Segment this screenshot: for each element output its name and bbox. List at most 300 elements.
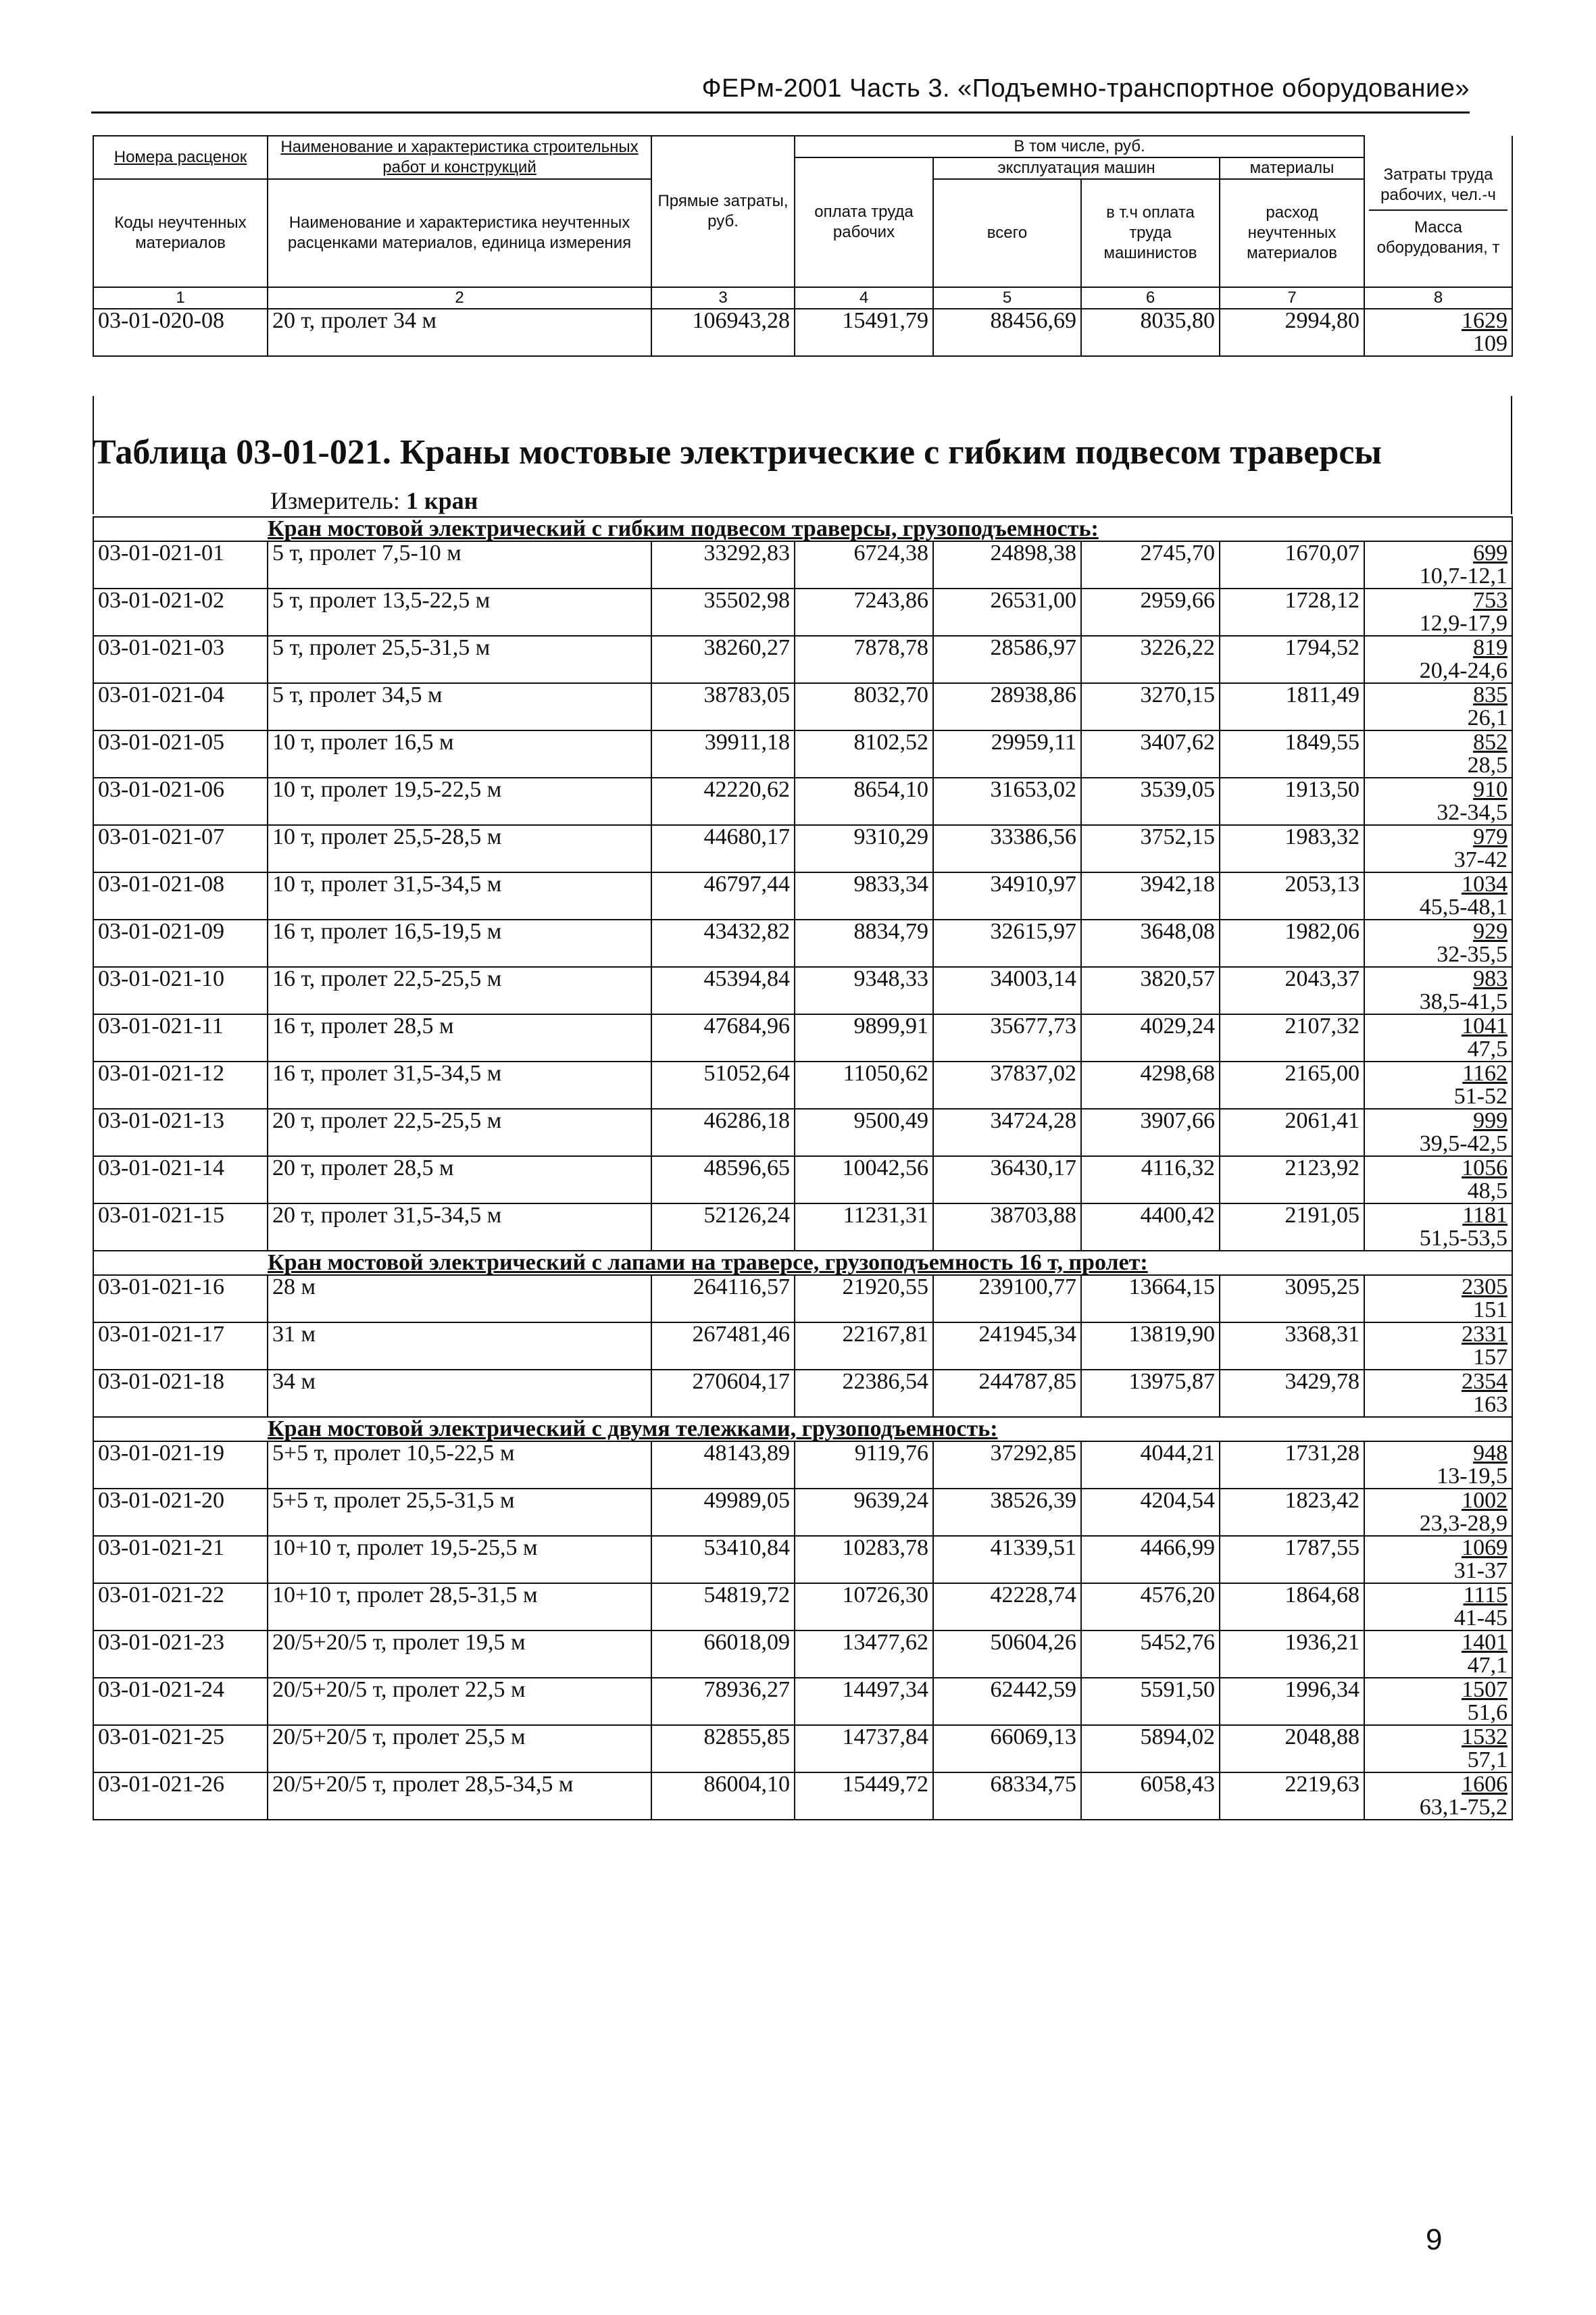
table-row bbox=[93, 541, 1512, 589]
operators-cost: 4298,68 bbox=[1081, 1062, 1220, 1109]
labor-hours: 1181 bbox=[1462, 1203, 1508, 1228]
direct-cost: 267481,46 bbox=[651, 1322, 795, 1370]
hours-mass bbox=[1364, 1275, 1512, 1322]
direct-cost: 35502,98 bbox=[651, 589, 795, 636]
direct-cost: 45394,84 bbox=[651, 967, 795, 1014]
work-name: 5 т, пролет 13,5-22,5 м bbox=[268, 589, 651, 636]
equipment-mass: 13-19,5 bbox=[1437, 1464, 1508, 1489]
hours-mass bbox=[1364, 1583, 1512, 1631]
direct-cost: 49989,05 bbox=[651, 1489, 795, 1536]
work-name: 20/5+20/5 т, пролет 22,5 м bbox=[268, 1678, 651, 1725]
meter-value: 1 кран bbox=[405, 487, 478, 514]
header-col5: всего bbox=[933, 179, 1081, 287]
table-row bbox=[93, 920, 1512, 967]
equipment-mass: 48,5 bbox=[1467, 1178, 1508, 1203]
machines-cost: 26531,00 bbox=[933, 589, 1081, 636]
work-name: 20/5+20/5 т, пролет 28,5-34,5 м bbox=[268, 1772, 651, 1820]
col-number: 7 bbox=[1220, 287, 1364, 309]
hours-mass bbox=[1364, 1631, 1512, 1678]
direct-cost: 43432,82 bbox=[651, 920, 795, 967]
rate-code: 03-01-021-24 bbox=[93, 1678, 268, 1725]
equipment-mass: 63,1-75,2 bbox=[1419, 1795, 1508, 1820]
rate-code: 03-01-021-03 bbox=[93, 636, 268, 683]
materials-cost: 1823,42 bbox=[1220, 1489, 1364, 1536]
labor-cost: 8102,52 bbox=[795, 730, 933, 778]
group-title: Кран мостовой электрический с двумя тележками, грузоподъемность: bbox=[268, 1417, 1512, 1441]
work-name: 10+10 т, пролет 28,5-31,5 м bbox=[268, 1583, 651, 1631]
machines-cost: 37837,02 bbox=[933, 1062, 1081, 1109]
work-name: 34 м bbox=[268, 1370, 651, 1417]
labor-cost: 9639,24 bbox=[795, 1489, 933, 1536]
header-group-machines: эксплуатация машин bbox=[933, 157, 1220, 179]
equipment-mass: 38,5-41,5 bbox=[1419, 989, 1508, 1014]
labor-hours: 999 bbox=[1473, 1108, 1508, 1133]
page-number: 9 bbox=[1426, 2223, 1443, 2256]
table-row bbox=[93, 1109, 1512, 1156]
labor-cost: 9899,91 bbox=[795, 1014, 933, 1062]
operators-cost: 2959,66 bbox=[1081, 589, 1220, 636]
work-name: 20/5+20/5 т, пролет 25,5 м bbox=[268, 1725, 651, 1772]
table-row bbox=[93, 1678, 1512, 1725]
labor-hours: 1507 bbox=[1462, 1677, 1508, 1702]
materials-cost: 3429,78 bbox=[1220, 1370, 1364, 1417]
labor-hours: 1034 bbox=[1462, 872, 1508, 897]
table-row bbox=[93, 1203, 1512, 1251]
table-title: Таблица 03-01-021. Краны мостовые электрические с гибким подвесом траверсы bbox=[93, 433, 1382, 472]
work-name: 5 т, пролет 34,5 м bbox=[268, 683, 651, 730]
rate-code: 03-01-021-26 bbox=[93, 1772, 268, 1820]
hours-mass bbox=[1364, 825, 1512, 872]
hours-mass bbox=[1364, 1489, 1512, 1536]
work-name: 10 т, пролет 31,5-34,5 м bbox=[268, 872, 651, 920]
work-name: 10 т, пролет 19,5-22,5 м bbox=[268, 778, 651, 825]
operators-cost: 2745,70 bbox=[1081, 541, 1220, 589]
operators-cost: 4044,21 bbox=[1081, 1441, 1220, 1489]
labor-cost: 9119,76 bbox=[795, 1441, 933, 1489]
direct-cost: 51052,64 bbox=[651, 1062, 795, 1109]
direct-cost: 39911,18 bbox=[651, 730, 795, 778]
labor-hours: 948 bbox=[1473, 1441, 1508, 1466]
machines-cost: 34003,14 bbox=[933, 967, 1081, 1014]
materials-cost: 2219,63 bbox=[1220, 1772, 1364, 1820]
header-col2-top: Наименование и характеристика строительных работ и конструкций bbox=[268, 136, 651, 179]
table-row bbox=[93, 589, 1512, 636]
rate-code: 03-01-021-25 bbox=[93, 1725, 268, 1772]
equipment-mass: 151 bbox=[1473, 1297, 1508, 1322]
direct-cost: 42220,62 bbox=[651, 778, 795, 825]
operators-cost: 5452,76 bbox=[1081, 1631, 1220, 1678]
hours-mass bbox=[1364, 967, 1512, 1014]
materials-cost: 1982,06 bbox=[1220, 920, 1364, 967]
equipment-mass: 37-42 bbox=[1453, 847, 1508, 872]
direct-cost: 106943,28 bbox=[651, 309, 795, 356]
equipment-mass: 32-34,5 bbox=[1437, 800, 1508, 825]
equipment-mass: 23,3-28,9 bbox=[1419, 1511, 1508, 1536]
operators-cost: 3942,18 bbox=[1081, 872, 1220, 920]
header-group-materials: материалы bbox=[1220, 157, 1364, 179]
work-name: 5+5 т, пролет 10,5-22,5 м bbox=[268, 1441, 651, 1489]
header-col6: в т.ч оплата труда машинистов bbox=[1081, 179, 1220, 287]
hours-mass bbox=[1364, 309, 1512, 356]
labor-cost: 8834,79 bbox=[795, 920, 933, 967]
labor-cost: 15491,79 bbox=[795, 309, 933, 356]
rate-code: 03-01-021-20 bbox=[93, 1489, 268, 1536]
operators-cost: 4576,20 bbox=[1081, 1583, 1220, 1631]
table-row bbox=[93, 730, 1512, 778]
labor-hours: 2305 bbox=[1462, 1274, 1508, 1299]
rate-code: 03-01-021-13 bbox=[93, 1109, 268, 1156]
equipment-mass: 45,5-48,1 bbox=[1419, 895, 1508, 920]
machines-cost: 42228,74 bbox=[933, 1583, 1081, 1631]
header-group-incl: В том числе, руб. bbox=[795, 136, 1364, 157]
machines-cost: 28938,86 bbox=[933, 683, 1081, 730]
direct-cost: 54819,72 bbox=[651, 1583, 795, 1631]
header-col8 bbox=[1364, 136, 1512, 287]
labor-hours: 819 bbox=[1473, 635, 1508, 660]
table-row bbox=[93, 967, 1512, 1014]
col-number: 1 bbox=[93, 287, 268, 309]
operators-cost: 8035,80 bbox=[1081, 309, 1220, 356]
equipment-mass: 32-35,5 bbox=[1437, 942, 1508, 967]
header-col1-bottom: Коды неучтенных материалов bbox=[93, 179, 268, 287]
operators-cost: 4400,42 bbox=[1081, 1203, 1220, 1251]
work-name: 20 т, пролет 22,5-25,5 м bbox=[268, 1109, 651, 1156]
operators-cost: 5894,02 bbox=[1081, 1725, 1220, 1772]
table-row bbox=[93, 1156, 1512, 1203]
materials-cost: 1731,28 bbox=[1220, 1441, 1364, 1489]
operators-cost: 4116,32 bbox=[1081, 1156, 1220, 1203]
operators-cost: 13819,90 bbox=[1081, 1322, 1220, 1370]
header-col7: расход неучтенных материалов bbox=[1220, 179, 1364, 287]
materials-cost: 2053,13 bbox=[1220, 872, 1364, 920]
equipment-mass: 47,5 bbox=[1467, 1037, 1508, 1062]
labor-hours: 1041 bbox=[1462, 1014, 1508, 1039]
operators-cost: 3270,15 bbox=[1081, 683, 1220, 730]
operators-cost: 3820,57 bbox=[1081, 967, 1220, 1014]
labor-hours: 1532 bbox=[1462, 1724, 1508, 1749]
work-name: 5 т, пролет 7,5-10 м bbox=[268, 541, 651, 589]
labor-hours: 1162 bbox=[1462, 1061, 1508, 1086]
materials-cost: 1996,34 bbox=[1220, 1678, 1364, 1725]
meter bbox=[270, 487, 478, 515]
operators-cost: 4466,99 bbox=[1081, 1536, 1220, 1583]
rates-table bbox=[93, 516, 1513, 1820]
direct-cost: 78936,27 bbox=[651, 1678, 795, 1725]
labor-cost: 8654,10 bbox=[795, 778, 933, 825]
direct-cost: 66018,09 bbox=[651, 1631, 795, 1678]
equipment-mass: 12,9-17,9 bbox=[1419, 611, 1508, 636]
machines-cost: 31653,02 bbox=[933, 778, 1081, 825]
equipment-mass: 57,1 bbox=[1467, 1747, 1508, 1772]
materials-cost: 2043,37 bbox=[1220, 967, 1364, 1014]
rate-code: 03-01-021-05 bbox=[93, 730, 268, 778]
operators-cost: 3407,62 bbox=[1081, 730, 1220, 778]
labor-cost: 7243,86 bbox=[795, 589, 933, 636]
labor-cost: 14497,34 bbox=[795, 1678, 933, 1725]
table-row bbox=[93, 1772, 1512, 1820]
machines-cost: 29959,11 bbox=[933, 730, 1081, 778]
hours-mass bbox=[1364, 1014, 1512, 1062]
rate-code: 03-01-021-21 bbox=[93, 1536, 268, 1583]
table-row bbox=[93, 778, 1512, 825]
direct-cost: 48143,89 bbox=[651, 1441, 795, 1489]
work-name: 20 т, пролет 34 м bbox=[268, 309, 651, 356]
work-name: 10+10 т, пролет 19,5-25,5 м bbox=[268, 1536, 651, 1583]
labor-hours: 1606 bbox=[1462, 1772, 1508, 1797]
machines-cost: 62442,59 bbox=[933, 1678, 1081, 1725]
direct-cost: 53410,84 bbox=[651, 1536, 795, 1583]
group-header-row bbox=[93, 1251, 1512, 1275]
work-name: 20/5+20/5 т, пролет 19,5 м bbox=[268, 1631, 651, 1678]
table-row bbox=[93, 636, 1512, 683]
hours-mass bbox=[1364, 683, 1512, 730]
group-spacer bbox=[93, 517, 268, 541]
machines-cost: 66069,13 bbox=[933, 1725, 1081, 1772]
hours-mass bbox=[1364, 1536, 1512, 1583]
col-number: 6 bbox=[1081, 287, 1220, 309]
group-title: Кран мостовой электрический с гибким подвесом траверсы, грузоподъемность: bbox=[268, 517, 1512, 541]
labor-hours: 2331 bbox=[1462, 1322, 1508, 1347]
table-row bbox=[93, 1322, 1512, 1370]
machines-cost: 37292,85 bbox=[933, 1441, 1081, 1489]
header-col2-bottom: Наименование и характеристика неучтенных расценками материалов, единица измерения bbox=[268, 179, 651, 287]
equipment-mass: 28,5 bbox=[1467, 753, 1508, 778]
work-name: 31 м bbox=[268, 1322, 651, 1370]
equipment-mass: 157 bbox=[1473, 1345, 1508, 1370]
table-row bbox=[93, 1275, 1512, 1322]
materials-cost: 1913,50 bbox=[1220, 778, 1364, 825]
hours-mass bbox=[1364, 1109, 1512, 1156]
rate-code: 03-01-021-12 bbox=[93, 1062, 268, 1109]
operators-cost: 3648,08 bbox=[1081, 920, 1220, 967]
rate-code: 03-01-021-06 bbox=[93, 778, 268, 825]
labor-cost: 13477,62 bbox=[795, 1631, 933, 1678]
labor-cost: 22167,81 bbox=[795, 1322, 933, 1370]
labor-cost: 8032,70 bbox=[795, 683, 933, 730]
header-rule bbox=[91, 111, 1470, 114]
labor-cost: 21920,55 bbox=[795, 1275, 933, 1322]
group-header-row bbox=[93, 517, 1512, 541]
work-name: 10 т, пролет 25,5-28,5 м bbox=[268, 825, 651, 872]
labor-hours: 699 bbox=[1473, 541, 1508, 566]
operators-cost: 3752,15 bbox=[1081, 825, 1220, 872]
rate-code: 03-01-021-14 bbox=[93, 1156, 268, 1203]
labor-cost: 10042,56 bbox=[795, 1156, 933, 1203]
labor-cost: 6724,38 bbox=[795, 541, 933, 589]
hours-mass bbox=[1364, 541, 1512, 589]
rate-code: 03-01-021-18 bbox=[93, 1370, 268, 1417]
machines-cost: 34910,97 bbox=[933, 872, 1081, 920]
machines-cost: 24898,38 bbox=[933, 541, 1081, 589]
equipment-mass: 31-37 bbox=[1453, 1558, 1508, 1583]
labor-cost: 9310,29 bbox=[795, 825, 933, 872]
labor-hours: 1056 bbox=[1462, 1155, 1508, 1180]
work-name: 16 т, пролет 22,5-25,5 м bbox=[268, 967, 651, 1014]
machines-cost: 36430,17 bbox=[933, 1156, 1081, 1203]
materials-cost: 2123,92 bbox=[1220, 1156, 1364, 1203]
materials-cost: 2165,00 bbox=[1220, 1062, 1364, 1109]
direct-cost: 33292,83 bbox=[651, 541, 795, 589]
rate-code: 03-01-021-23 bbox=[93, 1631, 268, 1678]
table-row bbox=[93, 683, 1512, 730]
header-col8-top: Затраты труда рабочих, чел.-ч bbox=[1369, 165, 1507, 211]
materials-cost: 1864,68 bbox=[1220, 1583, 1364, 1631]
hours-mass bbox=[1364, 1062, 1512, 1109]
materials-cost: 2107,32 bbox=[1220, 1014, 1364, 1062]
table-row bbox=[93, 309, 1512, 356]
labor-cost: 7878,78 bbox=[795, 636, 933, 683]
table-row bbox=[93, 1631, 1512, 1678]
materials-cost: 1787,55 bbox=[1220, 1536, 1364, 1583]
operators-cost: 13664,15 bbox=[1081, 1275, 1220, 1322]
materials-cost: 1811,49 bbox=[1220, 683, 1364, 730]
machines-cost: 35677,73 bbox=[933, 1014, 1081, 1062]
machines-cost: 38526,39 bbox=[933, 1489, 1081, 1536]
labor-hours: 929 bbox=[1473, 919, 1508, 944]
machines-cost: 32615,97 bbox=[933, 920, 1081, 967]
operators-cost: 3226,22 bbox=[1081, 636, 1220, 683]
header-col1-top: Номера расценок bbox=[93, 136, 268, 179]
work-name: 16 т, пролет 16,5-19,5 м bbox=[268, 920, 651, 967]
direct-cost: 82855,85 bbox=[651, 1725, 795, 1772]
equipment-mass: 47,1 bbox=[1467, 1653, 1508, 1678]
hours-mass bbox=[1364, 1322, 1512, 1370]
materials-cost: 1936,21 bbox=[1220, 1631, 1364, 1678]
table-row bbox=[93, 825, 1512, 872]
labor-hours: 1069 bbox=[1462, 1535, 1508, 1560]
work-name: 20 т, пролет 31,5-34,5 м bbox=[268, 1203, 651, 1251]
machines-cost: 33386,56 bbox=[933, 825, 1081, 872]
operators-cost: 4029,24 bbox=[1081, 1014, 1220, 1062]
equipment-mass: 109 bbox=[1473, 331, 1508, 356]
rate-code: 03-01-021-09 bbox=[93, 920, 268, 967]
materials-cost: 1849,55 bbox=[1220, 730, 1364, 778]
equipment-mass: 20,4-24,6 bbox=[1419, 658, 1508, 683]
rate-code: 03-01-021-17 bbox=[93, 1322, 268, 1370]
machines-cost: 241945,34 bbox=[933, 1322, 1081, 1370]
hours-mass bbox=[1364, 1725, 1512, 1772]
col-number: 5 bbox=[933, 287, 1081, 309]
col-number: 3 bbox=[651, 287, 795, 309]
rate-code: 03-01-021-08 bbox=[93, 872, 268, 920]
group-spacer bbox=[93, 1417, 268, 1441]
equipment-mass: 26,1 bbox=[1467, 705, 1508, 730]
labor-cost: 9833,34 bbox=[795, 872, 933, 920]
operators-cost: 5591,50 bbox=[1081, 1678, 1220, 1725]
equipment-mass: 163 bbox=[1473, 1392, 1508, 1417]
direct-cost: 46286,18 bbox=[651, 1109, 795, 1156]
labor-cost: 15449,72 bbox=[795, 1772, 933, 1820]
equipment-mass: 51,6 bbox=[1467, 1700, 1508, 1725]
direct-cost: 38260,27 bbox=[651, 636, 795, 683]
hours-mass bbox=[1364, 1156, 1512, 1203]
header-table bbox=[93, 135, 1513, 357]
hours-mass bbox=[1364, 589, 1512, 636]
rate-code: 03-01-021-01 bbox=[93, 541, 268, 589]
work-name: 28 м bbox=[268, 1275, 651, 1322]
group-title: Кран мостовой электрический с лапами на траверсе, грузоподъемность 16 т, пролет: bbox=[268, 1251, 1512, 1275]
machines-cost: 244787,85 bbox=[933, 1370, 1081, 1417]
materials-cost: 1670,07 bbox=[1220, 541, 1364, 589]
hours-mass bbox=[1364, 730, 1512, 778]
table-row bbox=[93, 872, 1512, 920]
col-number: 2 bbox=[268, 287, 651, 309]
col-number: 8 bbox=[1364, 287, 1512, 309]
direct-cost: 270604,17 bbox=[651, 1370, 795, 1417]
table-row bbox=[93, 1583, 1512, 1631]
materials-cost: 2061,41 bbox=[1220, 1109, 1364, 1156]
labor-hours: 2354 bbox=[1462, 1369, 1508, 1394]
machines-cost: 38703,88 bbox=[933, 1203, 1081, 1251]
hours-mass bbox=[1364, 1678, 1512, 1725]
hours-mass bbox=[1364, 1441, 1512, 1489]
table-row bbox=[93, 1370, 1512, 1417]
materials-cost: 1983,32 bbox=[1220, 825, 1364, 872]
materials-cost: 2191,05 bbox=[1220, 1203, 1364, 1251]
machines-cost: 50604,26 bbox=[933, 1631, 1081, 1678]
machines-cost: 88456,69 bbox=[933, 309, 1081, 356]
labor-cost: 22386,54 bbox=[795, 1370, 933, 1417]
hours-mass bbox=[1364, 920, 1512, 967]
labor-hours: 852 bbox=[1473, 730, 1508, 755]
hours-mass bbox=[1364, 872, 1512, 920]
labor-cost: 11231,31 bbox=[795, 1203, 933, 1251]
direct-cost: 47684,96 bbox=[651, 1014, 795, 1062]
direct-cost: 86004,10 bbox=[651, 1772, 795, 1820]
work-name: 16 т, пролет 31,5-34,5 м bbox=[268, 1062, 651, 1109]
direct-cost: 44680,17 bbox=[651, 825, 795, 872]
table-row bbox=[93, 1014, 1512, 1062]
hours-mass bbox=[1364, 1772, 1512, 1820]
machines-cost: 68334,75 bbox=[933, 1772, 1081, 1820]
hours-mass bbox=[1364, 1203, 1512, 1251]
rate-code: 03-01-021-02 bbox=[93, 589, 268, 636]
materials-cost: 1794,52 bbox=[1220, 636, 1364, 683]
labor-cost: 11050,62 bbox=[795, 1062, 933, 1109]
labor-hours: 910 bbox=[1473, 777, 1508, 802]
rate-code: 03-01-021-19 bbox=[93, 1441, 268, 1489]
header-col4: оплата труда рабочих bbox=[795, 157, 933, 287]
labor-cost: 10726,30 bbox=[795, 1583, 933, 1631]
rate-code: 03-01-021-04 bbox=[93, 683, 268, 730]
materials-cost: 3368,31 bbox=[1220, 1322, 1364, 1370]
work-name: 5+5 т, пролет 25,5-31,5 м bbox=[268, 1489, 651, 1536]
labor-cost: 9500,49 bbox=[795, 1109, 933, 1156]
operators-cost: 13975,87 bbox=[1081, 1370, 1220, 1417]
hours-mass bbox=[1364, 1370, 1512, 1417]
col-number: 4 bbox=[795, 287, 933, 309]
labor-cost: 9348,33 bbox=[795, 967, 933, 1014]
group-header-row bbox=[93, 1417, 1512, 1441]
hours-mass bbox=[1364, 778, 1512, 825]
labor-hours: 1629 bbox=[1462, 308, 1508, 333]
header-col8-bottom: Масса оборудования, т bbox=[1376, 218, 1500, 257]
machines-cost: 41339,51 bbox=[933, 1536, 1081, 1583]
materials-cost: 2048,88 bbox=[1220, 1725, 1364, 1772]
labor-cost: 10283,78 bbox=[795, 1536, 933, 1583]
operators-cost: 4204,54 bbox=[1081, 1489, 1220, 1536]
labor-cost: 14737,84 bbox=[795, 1725, 933, 1772]
equipment-mass: 51,5-53,5 bbox=[1419, 1226, 1508, 1251]
rate-code: 03-01-021-16 bbox=[93, 1275, 268, 1322]
rate-code: 03-01-021-22 bbox=[93, 1583, 268, 1631]
work-name: 20 т, пролет 28,5 м bbox=[268, 1156, 651, 1203]
direct-cost: 48596,65 bbox=[651, 1156, 795, 1203]
labor-hours: 1002 bbox=[1462, 1488, 1508, 1513]
operators-cost: 6058,43 bbox=[1081, 1772, 1220, 1820]
rate-code: 03-01-020-08 bbox=[93, 309, 268, 356]
materials-cost: 3095,25 bbox=[1220, 1275, 1364, 1322]
